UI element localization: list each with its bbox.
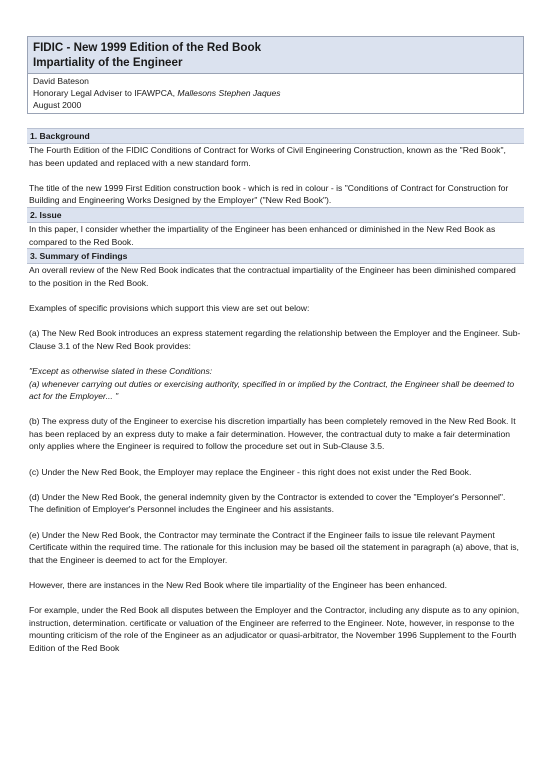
findings-paragraph-however: However, there are instances in the New Red Book where tile impartiality of the Engineer has been enhanced.	[29, 580, 447, 590]
section-heading-findings: 3. Summary of Findings	[27, 248, 524, 264]
author-name: David Bateson	[33, 76, 89, 86]
findings-paragraph-1: An overall review of the New Red Book indicates that the contractual impartiality of the Engineer has been diminished compared to the position in the Red Book.	[29, 265, 516, 288]
section-heading-background: 1. Background	[27, 128, 524, 144]
issue-paragraph-1: In this paper, I consider whether the impartiality of the Engineer has been enhanced or diminished in the New Red Book as compared to the Red Book.	[29, 223, 496, 247]
findings-paragraph-b: (b) The express duty of the Engineer to exercise his discretion impartially has been completely removed in the New Red Book. It has been replaced by an express duty to make a fair determination. However, the contractual duty to make a fair determination only applies where the Engineer is required to follow the procedure set out in Sub-Clause 3.5.	[29, 416, 516, 452]
author-role-prefix: Honorary Legal Adviser to IFAWPCA,	[33, 88, 178, 98]
title-header	[28, 37, 523, 74]
document-page	[27, 36, 524, 655]
quote-line-2: (a) whenever carrying out duties or exercising authority, specified in or implied by the Contract, the Engineer shall be deemed to act for the Employer... "	[29, 378, 515, 402]
section-heading-issue: 2. Issue	[27, 207, 524, 223]
findings-paragraph-c: (c) Under the New Red Book, the Employer may replace the Engineer - this right does not exist under the Red Book.	[29, 466, 472, 477]
author-block	[28, 74, 523, 113]
background-paragraph-1: The Fourth Edition of the FIDIC Conditions of Contract for Works of Civil Engineering Construction, known as the "Red Book", has been updated and replaced with a new standard form.	[29, 145, 506, 168]
findings-paragraph-a: (a) The New Red Book introduces an express statement regarding the relationship between the Employer and the Engineer. Sub-Clause 3.1 of the New Red Book provides:	[29, 328, 521, 351]
findings-paragraph-d: (d) Under the New Red Book, the general indemnity given by the Contractor is extended to cover the "Employer's Personnel". The definition of Employer's Personnel includes the Engineer and his assistants.	[29, 491, 506, 515]
title-box	[27, 36, 524, 114]
author-role	[33, 87, 518, 99]
document-title: FIDIC - New 1999 Edition of the Red Book	[33, 41, 262, 54]
document-date: August 2000	[33, 100, 82, 110]
findings-paragraph-2: Examples of specific provisions which support this view are set out below:	[29, 302, 310, 313]
author-firm: Mallesons Stephen Jaques	[177, 88, 281, 98]
findings-paragraph-e: (e) Under the New Red Book, the Contractor may terminate the Contract if the Engineer fails to issue tile relevant Payment Certificate within the required time. The rationale for this inclusion may be based oil the statement in paragraph (a) above, that is, that the Engineer is deemed to act for the Employer.	[29, 529, 519, 565]
quote-line-1: "Except as otherwise slated in these Conditions:	[29, 365, 213, 376]
document-subtitle: Impartiality of the Engineer	[33, 56, 183, 69]
background-paragraph-2: The title of the new 1999 First Edition construction book - which is red in colour - is "Conditions of Contract for Construction for Building and Engineering Works Designed by the Employer" ("New Red Book").	[29, 182, 509, 206]
findings-paragraph-example: For example, under the Red Book all disputes between the Employer and the Contractor, including any dispute as to any opinion, instruction, determination. certificate or valuation of the Engineer are referred to the Engineer. Note, however, in response to the mounting criticism of the role of the Engineer as an adjudicator or quasi-arbitrator, the November 1996 Supplement to the Fourth Edition of the Red Book	[29, 605, 520, 653]
